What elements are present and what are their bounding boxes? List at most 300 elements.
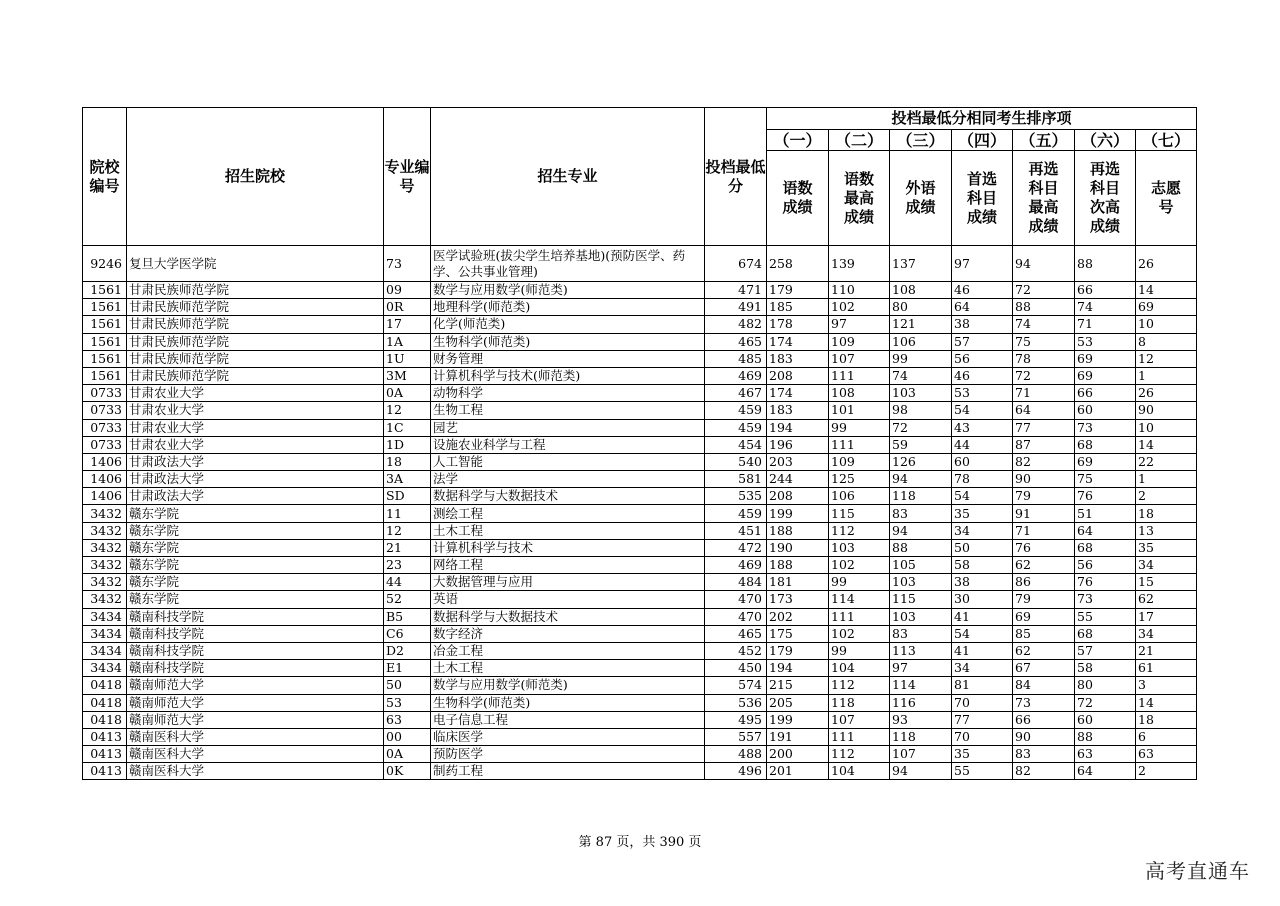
table-row <box>83 316 1197 333</box>
table-cell: 62 <box>1136 591 1197 608</box>
table-cell: 化学(师范类) <box>431 316 705 333</box>
table-cell: 200 <box>767 746 829 763</box>
header-tie-column: 外语成绩 <box>890 151 952 246</box>
table-cell: 70 <box>952 728 1013 745</box>
table-header <box>83 108 1197 246</box>
table-cell: 计算机科学与技术 <box>431 539 705 556</box>
table-cell: 1A <box>384 333 431 350</box>
table-cell: 72 <box>1075 694 1136 711</box>
table-cell: 11 <box>384 505 431 522</box>
table-cell: 34 <box>1136 625 1197 642</box>
table-cell: 174 <box>767 385 829 402</box>
table-cell: 114 <box>890 677 952 694</box>
table-cell: 495 <box>705 711 767 728</box>
table-cell: 106 <box>890 333 952 350</box>
table-cell: 459 <box>705 505 767 522</box>
table-cell: 22 <box>1136 453 1197 470</box>
table-cell: 465 <box>705 625 767 642</box>
table-cell: 0413 <box>83 728 127 745</box>
table-row <box>83 591 1197 608</box>
table-cell: 482 <box>705 316 767 333</box>
table-row <box>83 711 1197 728</box>
table-cell: 60 <box>952 453 1013 470</box>
table-cell: 190 <box>767 539 829 556</box>
table-cell: 设施农业科学与工程 <box>431 436 705 453</box>
table-cell: 17 <box>1136 608 1197 625</box>
table-cell: 赣南师范大学 <box>127 694 384 711</box>
table-row <box>83 694 1197 711</box>
table-cell: 91 <box>1013 505 1075 522</box>
table-cell: 183 <box>767 350 829 367</box>
table-cell: 112 <box>829 522 890 539</box>
table-cell: 488 <box>705 746 767 763</box>
table-cell: 115 <box>890 591 952 608</box>
table-row <box>83 728 1197 745</box>
table-cell: 电子信息工程 <box>431 711 705 728</box>
table-cell: 188 <box>767 557 829 574</box>
table-cell: 00 <box>384 728 431 745</box>
table-cell: 12 <box>1136 350 1197 367</box>
table-cell: 甘肃政法大学 <box>127 488 384 505</box>
table-cell: 94 <box>890 522 952 539</box>
table-cell: 68 <box>1075 436 1136 453</box>
table-cell: 17 <box>384 316 431 333</box>
table-cell: 536 <box>705 694 767 711</box>
table-cell: 数据科学与大数据技术 <box>431 488 705 505</box>
table-cell: 甘肃政法大学 <box>127 453 384 470</box>
table-cell: 土木工程 <box>431 660 705 677</box>
table-row <box>83 763 1197 780</box>
table-cell: 2 <box>1136 488 1197 505</box>
table-cell: 97 <box>952 246 1013 282</box>
table-cell: B5 <box>384 608 431 625</box>
table-cell: 41 <box>952 608 1013 625</box>
table-cell: 3434 <box>83 642 127 659</box>
table-cell: 8 <box>1136 333 1197 350</box>
table-cell: 预防医学 <box>431 746 705 763</box>
table-cell: 数据科学与大数据技术 <box>431 608 705 625</box>
table-cell: 61 <box>1136 660 1197 677</box>
table-cell: 469 <box>705 557 767 574</box>
table-cell: 215 <box>767 677 829 694</box>
table-cell: 116 <box>890 694 952 711</box>
table-cell: 数学与应用数学(师范类) <box>431 282 705 299</box>
table-cell: 208 <box>767 488 829 505</box>
table-cell: 471 <box>705 282 767 299</box>
table-cell: 3 <box>1136 677 1197 694</box>
table-cell: 485 <box>705 350 767 367</box>
table-cell: 12 <box>384 402 431 419</box>
table-cell: 454 <box>705 436 767 453</box>
table-cell: 14 <box>1136 436 1197 453</box>
table-cell: 63 <box>1075 746 1136 763</box>
table-cell: 208 <box>767 367 829 384</box>
table-cell: 人工智能 <box>431 453 705 470</box>
table-cell: 71 <box>1013 522 1075 539</box>
table-cell: 105 <box>890 557 952 574</box>
table-cell: 203 <box>767 453 829 470</box>
table-cell: 34 <box>952 522 1013 539</box>
table-cell: 491 <box>705 299 767 316</box>
table-cell: 73 <box>1013 694 1075 711</box>
table-cell: 21 <box>384 539 431 556</box>
table-cell: 赣南师范大学 <box>127 711 384 728</box>
table-cell: 112 <box>829 677 890 694</box>
table-cell: 581 <box>705 471 767 488</box>
table-cell: 102 <box>829 625 890 642</box>
table-cell: 10 <box>1136 419 1197 436</box>
table-cell: 109 <box>829 453 890 470</box>
table-cell: 56 <box>952 350 1013 367</box>
table-cell: 数学与应用数学(师范类) <box>431 677 705 694</box>
table-cell: 452 <box>705 642 767 659</box>
table-cell: 74 <box>890 367 952 384</box>
table-cell: 0A <box>384 746 431 763</box>
table-cell: D2 <box>384 642 431 659</box>
table-cell: 58 <box>952 557 1013 574</box>
table-cell: 1561 <box>83 299 127 316</box>
table-cell: 540 <box>705 453 767 470</box>
table-cell: 18 <box>1136 711 1197 728</box>
table-cell: 50 <box>952 539 1013 556</box>
table-cell: 244 <box>767 471 829 488</box>
table-cell: 3M <box>384 367 431 384</box>
table-cell: 0413 <box>83 746 127 763</box>
table-cell: 3434 <box>83 660 127 677</box>
table-cell: 1 <box>1136 367 1197 384</box>
table-cell: 69 <box>1075 367 1136 384</box>
table-cell: 0733 <box>83 402 127 419</box>
table-cell: 81 <box>952 677 1013 694</box>
table-cell: 0R <box>384 299 431 316</box>
table-cell: 53 <box>952 385 1013 402</box>
table-cell: 56 <box>1075 557 1136 574</box>
table-cell: 90 <box>1013 471 1075 488</box>
table-cell: 制药工程 <box>431 763 705 780</box>
header-school-code: 院校编号 <box>83 108 127 246</box>
table-cell: 90 <box>1136 402 1197 419</box>
table-cell: 75 <box>1013 333 1075 350</box>
table-cell: 50 <box>384 677 431 694</box>
table-row <box>83 642 1197 659</box>
watermark-logo: 高考直通车 <box>1145 859 1250 883</box>
table-cell: 46 <box>952 367 1013 384</box>
table-cell: 54 <box>952 625 1013 642</box>
table-cell: 110 <box>829 282 890 299</box>
table-cell: 23 <box>384 557 431 574</box>
table-cell: 3A <box>384 471 431 488</box>
table-cell: 38 <box>952 574 1013 591</box>
table-cell: 69 <box>1136 299 1197 316</box>
table-cell: 88 <box>890 539 952 556</box>
table-cell: 77 <box>952 711 1013 728</box>
table-cell: 71 <box>1075 316 1136 333</box>
table-row <box>83 282 1197 299</box>
table-cell: 74 <box>1013 316 1075 333</box>
table-cell: 84 <box>1013 677 1075 694</box>
table-cell: 甘肃农业大学 <box>127 436 384 453</box>
table-row <box>83 299 1197 316</box>
table-cell: 网络工程 <box>431 557 705 574</box>
table-cell: 469 <box>705 367 767 384</box>
table-cell: 484 <box>705 574 767 591</box>
table-cell: 74 <box>1075 299 1136 316</box>
table-cell: 1U <box>384 350 431 367</box>
header-order-label: （四） <box>952 130 1013 151</box>
table-cell: 14 <box>1136 694 1197 711</box>
table-cell: 0418 <box>83 677 127 694</box>
table-row <box>83 367 1197 384</box>
table-cell: 赣南科技学院 <box>127 608 384 625</box>
table-row <box>83 471 1197 488</box>
table-cell: 107 <box>829 350 890 367</box>
table-cell: 103 <box>890 608 952 625</box>
table-cell: 58 <box>1075 660 1136 677</box>
table-row <box>83 385 1197 402</box>
table-row <box>83 660 1197 677</box>
header-order-label: （一） <box>767 130 829 151</box>
table-row <box>83 625 1197 642</box>
table-cell: 英语 <box>431 591 705 608</box>
table-cell: 1C <box>384 419 431 436</box>
table-cell: 35 <box>952 746 1013 763</box>
table-cell: 73 <box>1075 591 1136 608</box>
table-row <box>83 488 1197 505</box>
table-cell: 14 <box>1136 282 1197 299</box>
table-cell: 107 <box>890 746 952 763</box>
table-cell: 66 <box>1075 385 1136 402</box>
table-cell: 53 <box>1075 333 1136 350</box>
table-cell: 102 <box>829 299 890 316</box>
table-cell: 动物科学 <box>431 385 705 402</box>
table-cell: 107 <box>829 711 890 728</box>
table-cell: 59 <box>890 436 952 453</box>
table-cell: 甘肃民族师范学院 <box>127 367 384 384</box>
table-cell: 0418 <box>83 711 127 728</box>
table-cell: 1561 <box>83 367 127 384</box>
table-cell: 99 <box>829 574 890 591</box>
table-cell: 118 <box>829 694 890 711</box>
table-cell: 83 <box>1013 746 1075 763</box>
table-cell: 72 <box>890 419 952 436</box>
table-cell: 179 <box>767 642 829 659</box>
table-cell: 地理科学(师范类) <box>431 299 705 316</box>
table-cell: 451 <box>705 522 767 539</box>
table-cell: 26 <box>1136 385 1197 402</box>
table-cell: 76 <box>1075 574 1136 591</box>
table-cell: 0413 <box>83 763 127 780</box>
table-cell: 赣东学院 <box>127 557 384 574</box>
table-cell: 57 <box>952 333 1013 350</box>
table-cell: 258 <box>767 246 829 282</box>
table-cell: 34 <box>952 660 1013 677</box>
table-cell: 557 <box>705 728 767 745</box>
table-row <box>83 746 1197 763</box>
table-cell: 88 <box>1075 246 1136 282</box>
table-cell: 202 <box>767 608 829 625</box>
table-cell: 3432 <box>83 574 127 591</box>
table-cell: 88 <box>1075 728 1136 745</box>
table-cell: 3432 <box>83 539 127 556</box>
table-cell: 41 <box>952 642 1013 659</box>
table-cell: 55 <box>1075 608 1136 625</box>
table-cell: 68 <box>1075 539 1136 556</box>
table-cell: 46 <box>952 282 1013 299</box>
table-cell: 185 <box>767 299 829 316</box>
table-cell: 43 <box>952 419 1013 436</box>
table-cell: 35 <box>1136 539 1197 556</box>
table-cell: 73 <box>384 246 431 282</box>
table-cell: 98 <box>890 402 952 419</box>
table-cell: 园艺 <box>431 419 705 436</box>
table-cell: 甘肃农业大学 <box>127 402 384 419</box>
table-cell: 法学 <box>431 471 705 488</box>
table-cell: 3432 <box>83 557 127 574</box>
table-cell: 赣南科技学院 <box>127 660 384 677</box>
table-cell: 674 <box>705 246 767 282</box>
table-cell: 62 <box>1013 642 1075 659</box>
table-cell: 459 <box>705 419 767 436</box>
table-cell: 111 <box>829 367 890 384</box>
table-cell: 60 <box>1075 402 1136 419</box>
table-cell: 3432 <box>83 522 127 539</box>
table-cell: 179 <box>767 282 829 299</box>
table-cell: 115 <box>829 505 890 522</box>
table-cell: 3434 <box>83 625 127 642</box>
table-cell: 99 <box>890 350 952 367</box>
header-order-label: （五） <box>1013 130 1075 151</box>
table-cell: 66 <box>1013 711 1075 728</box>
table-cell: 173 <box>767 591 829 608</box>
header-tie-column: 语数最高成绩 <box>829 151 890 246</box>
table-cell: 赣东学院 <box>127 505 384 522</box>
table-cell: 64 <box>1075 522 1136 539</box>
table-cell: 79 <box>1013 591 1075 608</box>
table-cell: 44 <box>384 574 431 591</box>
table-cell: 53 <box>384 694 431 711</box>
table-cell: 114 <box>829 591 890 608</box>
table-cell: 67 <box>1013 660 1075 677</box>
table-cell: 71 <box>1013 385 1075 402</box>
table-cell: 甘肃农业大学 <box>127 385 384 402</box>
table-cell: 69 <box>1075 350 1136 367</box>
table-cell: 174 <box>767 333 829 350</box>
table-cell: 80 <box>890 299 952 316</box>
table-cell: 生物科学(师范类) <box>431 694 705 711</box>
table-cell: 63 <box>1136 746 1197 763</box>
table-cell: 1561 <box>83 350 127 367</box>
table-row <box>83 419 1197 436</box>
table-cell: 459 <box>705 402 767 419</box>
table-cell: 72 <box>1013 282 1075 299</box>
table-cell: 30 <box>952 591 1013 608</box>
table-cell: 205 <box>767 694 829 711</box>
table-cell: 535 <box>705 488 767 505</box>
header-tie-column: 再选科目次高成绩 <box>1075 151 1136 246</box>
table-cell: 18 <box>1136 505 1197 522</box>
table-cell: 26 <box>1136 246 1197 282</box>
table-cell: 118 <box>890 728 952 745</box>
header-order-label: （三） <box>890 130 952 151</box>
table-cell: 财务管理 <box>431 350 705 367</box>
table-cell: 64 <box>1013 402 1075 419</box>
table-cell: 450 <box>705 660 767 677</box>
table-cell: 183 <box>767 402 829 419</box>
table-cell: 1406 <box>83 471 127 488</box>
table-row <box>83 539 1197 556</box>
table-cell: 194 <box>767 419 829 436</box>
table-row <box>83 436 1197 453</box>
table-cell: C6 <box>384 625 431 642</box>
table-cell: 126 <box>890 453 952 470</box>
table-cell: 76 <box>1013 539 1075 556</box>
table-cell: 0K <box>384 763 431 780</box>
table-cell: 181 <box>767 574 829 591</box>
table-cell: 73 <box>1075 419 1136 436</box>
table-cell: 470 <box>705 591 767 608</box>
table-cell: 199 <box>767 711 829 728</box>
table-cell: 574 <box>705 677 767 694</box>
table-cell: 104 <box>829 660 890 677</box>
table-cell: 计算机科学与技术(师范类) <box>431 367 705 384</box>
table-cell: 12 <box>384 522 431 539</box>
table-cell: 64 <box>952 299 1013 316</box>
table-cell: 467 <box>705 385 767 402</box>
table-cell: 196 <box>767 436 829 453</box>
table-cell: 69 <box>1013 608 1075 625</box>
table-cell: 70 <box>952 694 1013 711</box>
table-cell: 冶金工程 <box>431 642 705 659</box>
table-cell: 87 <box>1013 436 1075 453</box>
table-cell: 复旦大学医学院 <box>127 246 384 282</box>
table-cell: 118 <box>890 488 952 505</box>
table-cell: 57 <box>1075 642 1136 659</box>
table-cell: 86 <box>1013 574 1075 591</box>
admission-score-table <box>82 107 1197 780</box>
table-cell: 0A <box>384 385 431 402</box>
table-cell: 赣南科技学院 <box>127 625 384 642</box>
table-row <box>83 333 1197 350</box>
table-cell: 88 <box>1013 299 1075 316</box>
table-cell: 99 <box>829 419 890 436</box>
table-cell: 69 <box>1075 453 1136 470</box>
table-cell: 21 <box>1136 642 1197 659</box>
table-cell: 甘肃政法大学 <box>127 471 384 488</box>
table-cell: 35 <box>952 505 1013 522</box>
table-cell: 77 <box>1013 419 1075 436</box>
table-cell: 38 <box>952 316 1013 333</box>
table-cell: 102 <box>829 557 890 574</box>
table-cell: 甘肃民族师范学院 <box>127 299 384 316</box>
table-cell: 64 <box>1075 763 1136 780</box>
table-cell: 68 <box>1075 625 1136 642</box>
header-tie-column: 首选科目成绩 <box>952 151 1013 246</box>
table-cell: 85 <box>1013 625 1075 642</box>
table-cell: 土木工程 <box>431 522 705 539</box>
table-cell: 18 <box>384 453 431 470</box>
table-cell: 108 <box>829 385 890 402</box>
table-cell: 90 <box>1013 728 1075 745</box>
header-school-name: 招生院校 <box>127 108 384 246</box>
header-major-name: 招生专业 <box>431 108 705 246</box>
table-cell: 2 <box>1136 763 1197 780</box>
table-cell: 0733 <box>83 419 127 436</box>
table-cell: 大数据管理与应用 <box>431 574 705 591</box>
table-cell: 103 <box>890 574 952 591</box>
table-cell: 44 <box>952 436 1013 453</box>
table-cell: 83 <box>890 505 952 522</box>
header-tie-column: 语数成绩 <box>767 151 829 246</box>
